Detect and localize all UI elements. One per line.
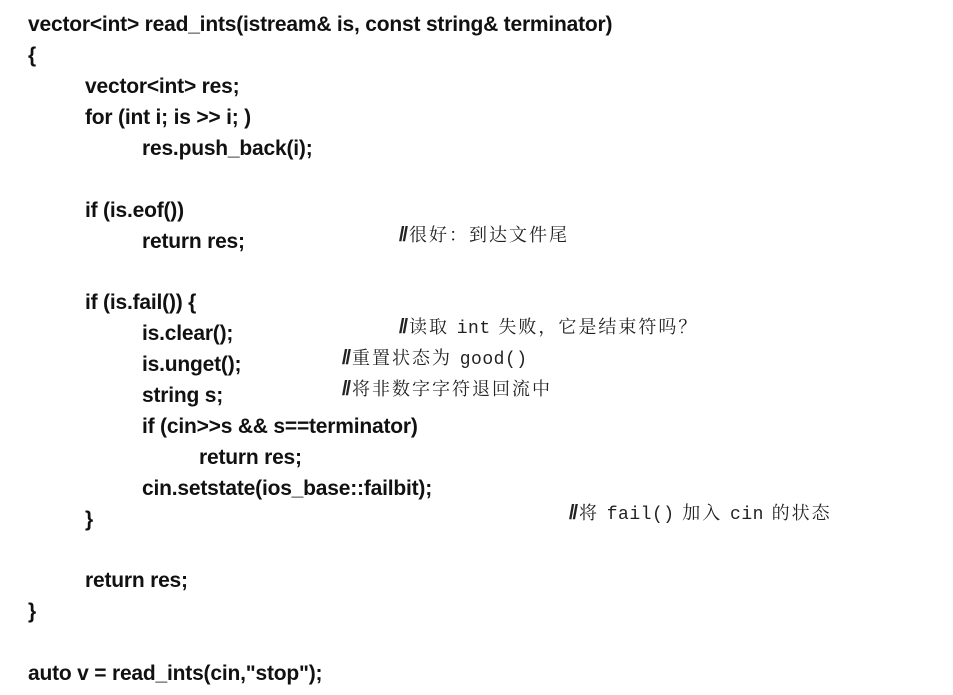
comment-slashes: // [341, 347, 350, 369]
comment-text: 重置状态为 [352, 348, 453, 369]
code-line-call-read-ints: auto v = read_ints(cin,"stop"); [28, 662, 323, 685]
comment-text: 将 [579, 503, 600, 524]
comment-text: 加入 [682, 503, 723, 524]
code-line-open-brace: { [28, 44, 36, 67]
comment-text: 的状态 [771, 503, 832, 524]
comment-code: fail() [606, 505, 675, 525]
comment-eof [368, 199, 569, 272]
code-line-close-brace: } [28, 600, 36, 623]
code-line-for-loop: for (int i; is >> i; ) [85, 106, 251, 129]
code-line-unget: is.unget(); [142, 353, 242, 376]
code-line-push-back: res.push_back(i); [142, 137, 313, 160]
code-line-declare-res: vector<int> res; [85, 75, 240, 98]
code-line-setstate: cin.setstate(ios_base::failbit); [142, 477, 432, 500]
code-line-return-res: return res; [142, 230, 245, 253]
code-line-string-s: string s; [142, 384, 224, 407]
code-line-if-fail: if (is.fail()) { [85, 291, 197, 314]
comment-code: int [456, 319, 491, 339]
comment-slashes: // [341, 378, 350, 400]
comment-text: 很好：到达文件尾 [409, 225, 570, 246]
comment-setstate [538, 477, 832, 551]
comment-slashes: // [398, 316, 407, 338]
comment-text: 失败，它是结束符吗？ [498, 317, 699, 338]
comment-code: cin [730, 505, 764, 525]
comment-slashes: // [568, 502, 577, 524]
code-line-function-signature: vector<int> read_ints(istream& is, const string& terminator) [28, 13, 613, 36]
code-line-return-res-inner: return res; [199, 446, 302, 469]
comment-text: 将非数字字符退回流中 [352, 379, 553, 400]
code-line-clear: is.clear(); [142, 322, 234, 345]
code-line-return-res-final: return res; [85, 569, 188, 592]
code-line-if-terminator: if (cin>>s && s==terminator) [142, 415, 418, 438]
code-line-if-eof: if (is.eof()) [85, 199, 184, 222]
code-line-close-brace-inner: } [85, 508, 93, 531]
comment-text: 读取 [409, 317, 450, 338]
comment-slashes: // [398, 224, 407, 246]
comment-code: good() [459, 350, 528, 370]
